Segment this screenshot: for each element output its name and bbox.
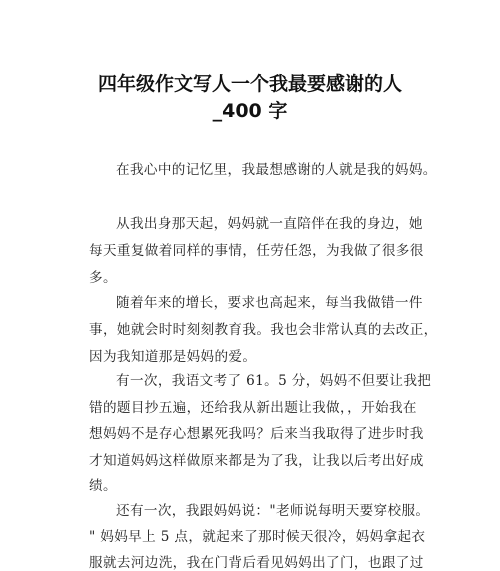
paragraph-line: 才知道妈妈这样做原来都是为了我，让我以后考出好成 bbox=[89, 453, 424, 469]
paragraph-line: 事，她就会时时刻刻教育我。我也会非常认真的去改正， bbox=[89, 322, 438, 338]
paragraph-line: 随着年来的增长，要求也高起来，每当我做错一件 bbox=[116, 295, 423, 311]
title-line-1: 四年级作文写人一个我最要感谢的人 bbox=[97, 73, 402, 95]
paragraph-line: " 妈妈早上 5 点，就起来了那时候天很冷，妈妈拿起衣 bbox=[89, 529, 426, 545]
paragraph-line: 服就去河边洗，我在门背后看见妈妈出了门，也跟了过 bbox=[89, 555, 424, 571]
paragraph-line: 绩。 bbox=[89, 478, 117, 494]
paragraph-line: 因为我知道那是妈妈的爱。 bbox=[89, 349, 257, 365]
paragraph-line: 在我心中的记忆里，我最想感谢的人就是我的妈妈。 bbox=[116, 162, 437, 178]
paragraph-line: 多。 bbox=[89, 270, 117, 286]
paragraph-line: 想妈妈不是存心想累死我吗？后来当我取得了进步时我 bbox=[89, 426, 424, 442]
paragraph-line: 错的题目抄五遍，还给我从新出题让我做，，开始我在 bbox=[89, 400, 417, 416]
title-line-2: _400 字 bbox=[212, 100, 288, 122]
paragraph-line: 从我出身那天起，妈妈就一直陪伴在我的身边，她 bbox=[116, 216, 423, 232]
paragraph-line: 每天重复做着同样的事情，任劳任怨，为我做了很多很 bbox=[89, 243, 424, 259]
paragraph-line: 有一次，我语文考了 61。5 分，妈妈不但要让我把 bbox=[116, 373, 432, 389]
paragraph-line: 还有一次，我跟妈妈说："老师说每明天要穿校服。 bbox=[116, 503, 430, 519]
